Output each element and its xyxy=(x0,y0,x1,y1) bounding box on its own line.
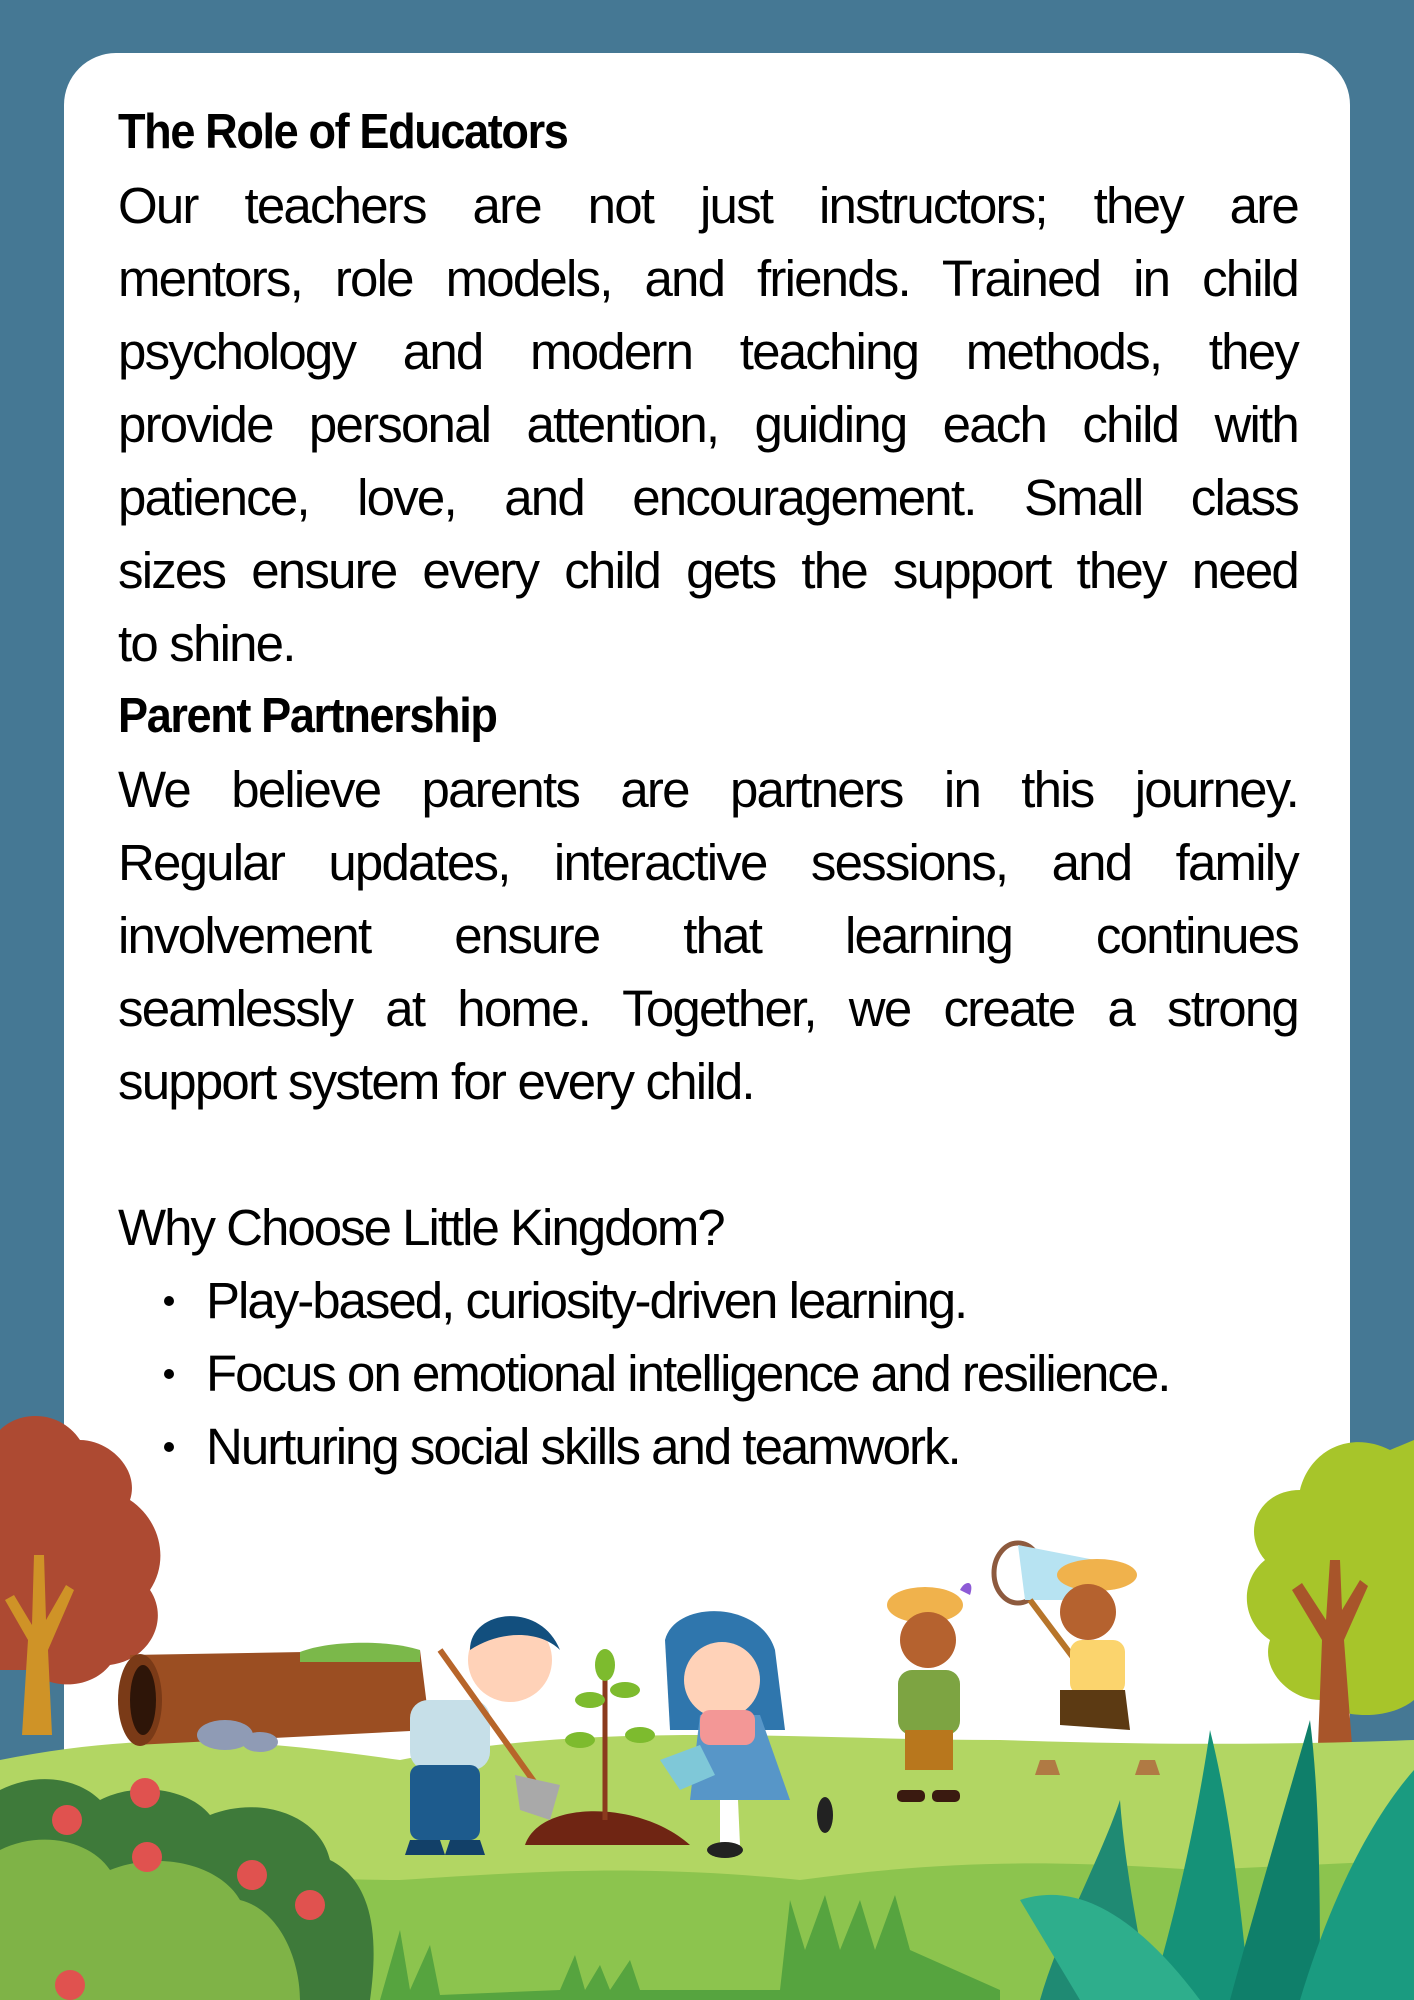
list-item xyxy=(164,1410,1298,1483)
list-item-text: Focus on emotional intelligence and resilience. xyxy=(206,1345,1170,1402)
text-line: involvement ensure that learning continues xyxy=(118,907,1298,964)
list-item xyxy=(164,1337,1298,1410)
list-item-text: Nurturing social skills and teamwork. xyxy=(206,1418,960,1475)
spacer xyxy=(118,1118,1298,1191)
text-line: patience, love, and encouragement. Small class xyxy=(118,469,1298,526)
section-heading-parents: Parent Partnership xyxy=(118,689,497,743)
text-line: psychology and modern teaching methods, they xyxy=(118,323,1298,380)
why-choose-list xyxy=(118,1264,1298,1483)
text-line: Our teachers are not just instructors; they are xyxy=(118,177,1298,234)
text-line: to shine. xyxy=(118,615,295,672)
list-item-text: Play-based, curiosity-driven learning. xyxy=(206,1272,967,1329)
paragraph-educators xyxy=(118,169,1298,680)
text-line: provide personal attention, guiding each child with xyxy=(118,396,1298,453)
paragraph-parents xyxy=(118,753,1298,1118)
why-choose-title: Why Choose Little Kingdom? xyxy=(118,1199,724,1256)
section-heading-educators: The Role of Educators xyxy=(118,105,568,159)
text-line: sizes ensure every child gets the support they need xyxy=(118,542,1298,599)
list-item xyxy=(164,1264,1298,1337)
text-line: mentors, role models, and friends. Trained in child xyxy=(118,250,1298,307)
text-line: support system for every child. xyxy=(118,1053,754,1110)
text-line: seamlessly at home. Together, we create a strong xyxy=(118,980,1298,1037)
bullet-icon xyxy=(164,1442,174,1452)
text-line: We believe parents are partners in this journey. xyxy=(118,761,1298,818)
bullet-icon xyxy=(164,1369,174,1379)
page-content xyxy=(118,96,1298,1483)
bullet-icon xyxy=(164,1296,174,1306)
text-line: Regular updates, interactive sessions, and family xyxy=(118,834,1298,891)
